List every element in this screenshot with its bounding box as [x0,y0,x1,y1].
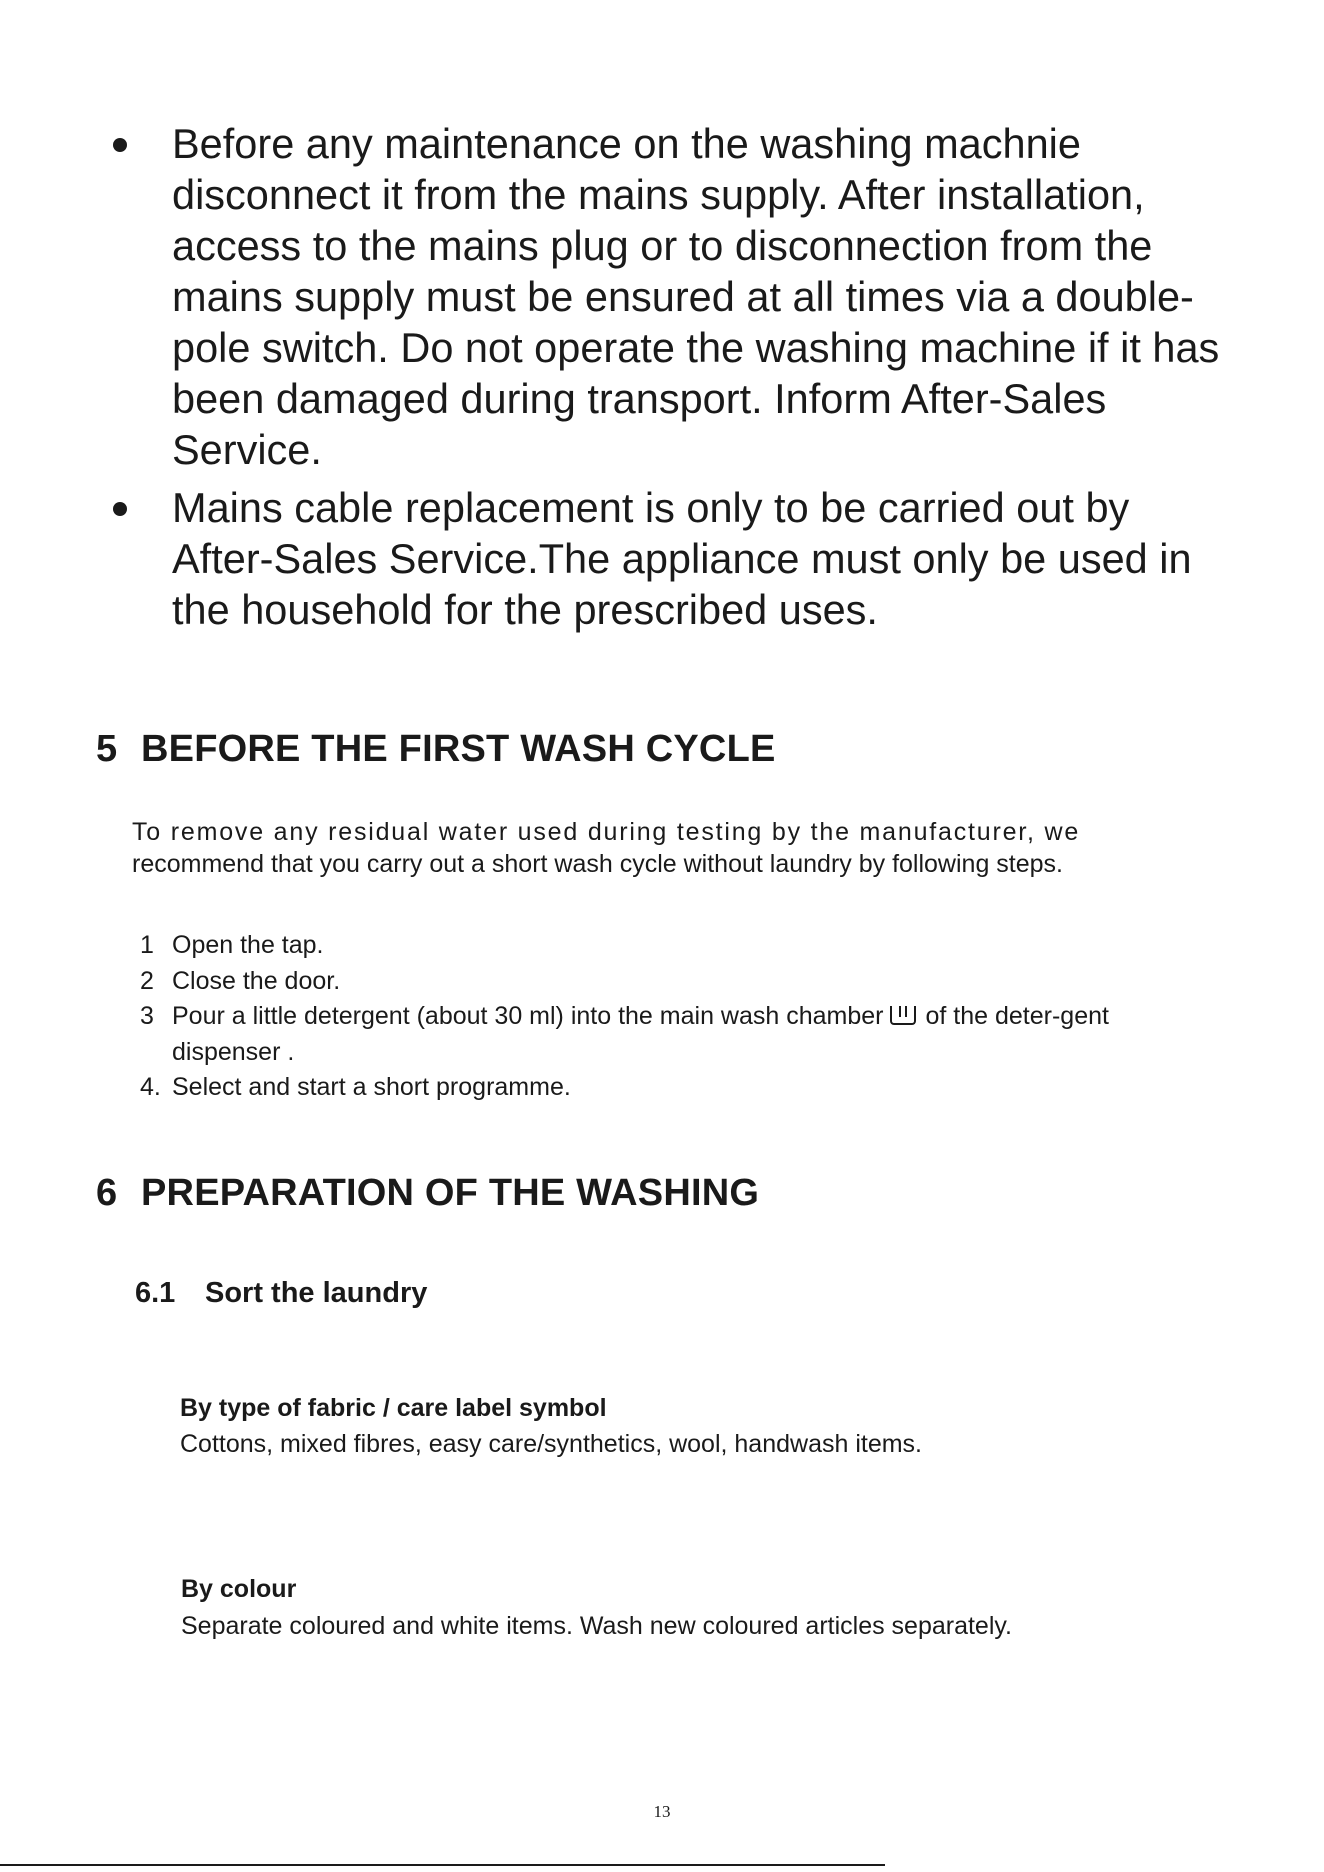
section-intro [132,816,1192,880]
intro-line-2: recommend that you carry out a short wash cycle without laundry by following steps. [132,850,1063,878]
list-item [100,482,1220,635]
step-text: Close the door. [172,966,341,995]
group-title-colour: By colour [181,1575,297,1603]
footer-rule [0,1864,885,1866]
group-body-fabric: Cottons, mixed fibres, easy care/synthetics, wool, handwash items. [180,1430,922,1458]
subsection-number: 6.1 [135,1277,176,1309]
steps-list [140,928,1220,1106]
group-body-colour: Separate coloured and white items. Wash new coloured articles separately. [181,1612,1012,1640]
step-text: Select and start a short programme. [172,1073,571,1101]
step-text-before: Pour a little detergent (about 30 ml) into the main wash chamber [172,1002,884,1030]
step-text-after: of the deter-gent dispenser . [172,1002,1109,1066]
step-number: 1 [140,931,154,959]
bullet-dot-icon [113,138,127,152]
list-item [140,999,1220,1070]
section-number: 6 [96,1172,118,1214]
subsection-heading-6-1 [135,1277,427,1310]
page-number: 13 [653,1802,671,1821]
section-heading-6 [96,1172,759,1215]
main-wash-chamber-icon [890,1006,916,1025]
subsection-title: Sort the laundry [205,1277,428,1309]
list-item [140,1070,1220,1106]
safety-bullet-list [100,118,1220,642]
step-number: 2 [140,966,154,995]
step-text: Open the tap. [172,931,324,959]
bullet-text: Before any maintenance on the washing machnie disconnect it from the mains supply. After installation, access to the mains plug or to disconnection from the mains supply must be ensured at all times via a double-pole switch. Do not operate the washing machine if it has been damaged during transport. Inform After-Sales Service. [172,120,1220,473]
list-item [140,928,1220,964]
section-title: BEFORE THE FIRST WASH CYCLE [141,728,776,770]
intro-line-1: To remove any residual water used during testing by the manufacturer, we [132,818,1081,846]
list-item [140,964,1220,1000]
step-number: 4. [140,1073,161,1101]
section-title: PREPARATION OF THE WASHING [141,1172,760,1214]
section-heading-5 [96,728,776,771]
group-title-fabric: By type of fabric / care label symbol [180,1394,607,1422]
step-number: 3 [140,1002,154,1030]
list-item [100,118,1220,475]
bullet-dot-icon [113,502,127,516]
section-number: 5 [96,728,118,770]
bullet-text: Mains cable replacement is only to be carried out by After-Sales Service.The appliance must only be used in the household for the prescribed uses. [172,484,1192,633]
